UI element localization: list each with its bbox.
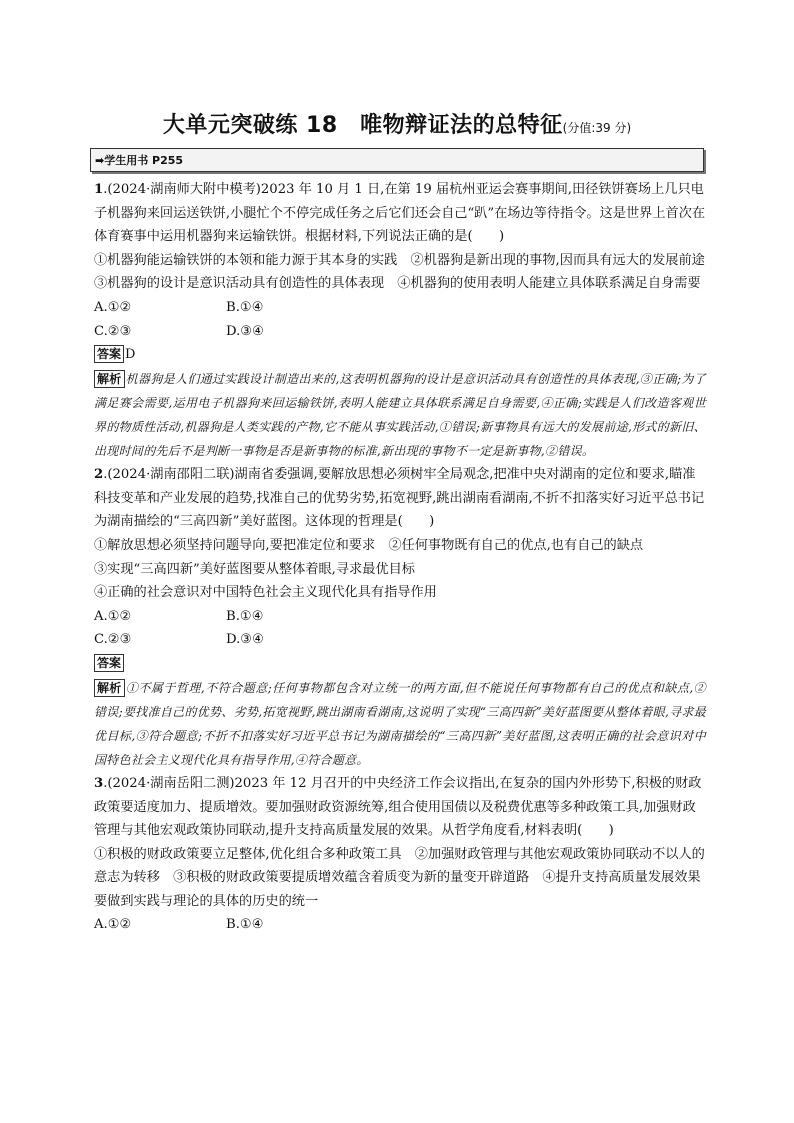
option-line: ①解放思想必须坚持问题导向,要把准定位和要求 ②任何事物既有自己的优点,也有自己的缺点 xyxy=(94,537,644,553)
answer-choices xyxy=(94,320,706,344)
option-line: ③实现“三高四新”美好蓝图要从整体着眼,寻求最优目标 xyxy=(94,561,415,577)
choice-d: D.③④ xyxy=(226,632,264,648)
explain-tag: 解析 xyxy=(94,679,125,697)
question-options: ①机器狗能运输铁饼的本领和能力源于其本身的实践 ②机器狗是新出现的事物,因而具有远大的发展前途 ③机器狗的设计是意识活动具有创造性的具体表现 ④机器狗的使用表明人能建立具体联系满足自身需要 xyxy=(94,252,719,292)
student-book-reference-bar xyxy=(90,148,704,172)
choice-a: A.①② xyxy=(94,917,132,933)
answer-line xyxy=(94,343,706,367)
answer-choices xyxy=(94,913,706,937)
choice-d: D.③④ xyxy=(226,323,264,339)
choice-b: B.①④ xyxy=(226,299,264,315)
choice-c: C.②③ xyxy=(94,632,132,648)
answer-choices xyxy=(94,628,706,652)
answer-tag: 答案 xyxy=(94,654,124,672)
questions-container xyxy=(94,178,719,937)
question-3 xyxy=(94,772,706,937)
answer-line xyxy=(94,652,706,676)
option-line: ④正确的社会意识对中国特色社会主义现代化具有指导作用 xyxy=(94,585,437,601)
question-stem: 3.(2024·湖南岳阳二测)2023 年 12 月召开的中央经济工作会议指出,在复杂的国内外形势下,积极的财政政策要适度加力、提质增效。要加强财政资源统筹,组合使用国债以及税费优惠等多种政策工具,加强财政管理与其他宏观政策协同联动,提升支持高质量发展的效果。从哲学角度看,材料表明( ) xyxy=(94,775,702,839)
answer-choices xyxy=(94,605,706,629)
answer-choices xyxy=(94,296,706,320)
score-note: (分值:39 分) xyxy=(562,121,632,135)
explanation xyxy=(94,676,706,772)
page-title xyxy=(0,108,794,139)
choice-a: A.①② xyxy=(94,299,132,315)
explanation xyxy=(94,367,706,463)
explanation-text: ①不属于哲理,不符合题意;任何事物都包含对立统一的两方面,但不能说任何事物都有自己的优点和缺点,②错误;要找准自己的优势、劣势,拓宽视野,跳出湖南看湖南,这说明了实现“三高四新”美好蓝图要从整体着眼,寻求最优目标,③符合题意;不折不扣落实好习近平总书记为湖南描绘的“三高四新”美好蓝图,这表明正确的社会意识对中国特色社会主义现代化具有指导作用,④符合题意。 xyxy=(94,680,706,767)
question-1 xyxy=(94,178,719,463)
book-reference: ➡学生用书 P255 xyxy=(95,154,184,167)
question-stem: 1.(2024·湖南师大附中模考)2023 年 10 月 1 日,在第 19 届杭州亚运会赛事期间,田径铁饼赛场上几只电子机器狗来回运送铁饼,小腿忙个不停完成任务之后它们还会自己“趴”在场边等待指令。这是世界上首次在体育赛事中运用机器狗来运输铁饼。根据材料,下列说法正确的是( ) xyxy=(94,182,706,245)
choice-c: C.②③ xyxy=(94,323,132,339)
choice-a: A.①② xyxy=(94,608,132,624)
question-stem: 2.(2024·湖南邵阳二联)湖南省委强调,要解放思想必须树牢全局观念,把准中央对湖南的定位和要求,瞄准科技变革和产业发展的趋势,找准自己的优势劣势,拓宽视野,跳出湖南看湖南,不折不扣落实好习近平总书记为湖南描绘的“三高四新”美好蓝图。这体现的哲理是( ) xyxy=(94,467,705,530)
answer-value: D xyxy=(125,347,136,363)
choice-b: B.①④ xyxy=(226,608,264,624)
question-options: ①积极的财政政策要立足整体,优化组合多种政策工具 ②加强财政管理与其他宏观政策协同联动不以人的意志为转移 ③积极的财政政策要提质增效蕴含着质变为新的量变开辟道路 ④提升支持高质量发展效果要做到实践与理论的具体的历史的统一 xyxy=(94,846,705,909)
choice-b: B.①④ xyxy=(226,917,264,933)
explanation-text: 机器狗是人们通过实践设计制造出来的,这表明机器狗的设计是意识活动具有创造性的具体表现,③正确;为了满足赛会需要,运用电子机器狗来回运输铁饼,表明人能建立具体联系满足自身需要,④正确;实践是人们改造客观世界的物质性活动,机器狗是人类实践的产物,它不能从事实践活动,①错误;新事物具有远大的发展前途,形式的新旧、出现时间的先后不是判断一事物是否是新事物的标准,新出现的事物不一定是新事物,②错误。 xyxy=(94,372,706,459)
question-2 xyxy=(94,463,706,772)
title-text: 大单元突破练 18 唯物辩证法的总特征 xyxy=(162,113,563,138)
explain-tag: 解析 xyxy=(94,370,125,388)
answer-tag: 答案 xyxy=(94,345,124,363)
